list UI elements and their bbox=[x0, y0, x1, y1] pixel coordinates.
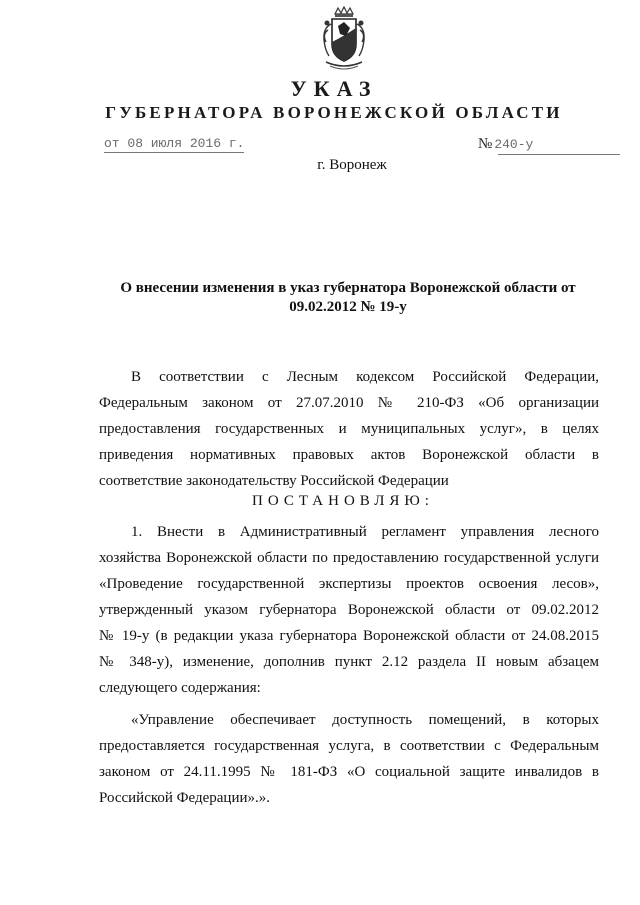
text-line: «Проведение государственной экспертизы проектов освоения лесов», bbox=[99, 576, 599, 592]
text-line: Федеральным законом от 27.07.2010 № 210-ФЗ «Об организации bbox=[99, 395, 599, 411]
text-line: предоставления государственных и муниципальных услуг», в целях bbox=[99, 421, 599, 437]
decree-date bbox=[104, 136, 244, 151]
heading-line: О внесении изменения в указ губернатора Воронежской области от bbox=[120, 280, 576, 296]
decree-title: УКАЗ bbox=[290, 76, 378, 101]
text-line: приведения нормативных правовых актов Воронежской области в bbox=[99, 447, 599, 463]
decree-number-label: № bbox=[478, 136, 493, 152]
preamble-paragraph bbox=[99, 364, 599, 494]
text-line: Российской Федерации».». bbox=[99, 790, 271, 806]
text-line: «Управление обеспечивает доступность помещений, в которых bbox=[131, 712, 599, 728]
issuer-title: ГУБЕРНАТОРА ВОРОНЕЖСКОЙ ОБЛАСТИ bbox=[105, 103, 563, 122]
decree-date-text: от 08 июля 2016 г. bbox=[104, 136, 245, 151]
text-line: утвержденный указом губернатора Воронежской области от 09.02.2012 bbox=[99, 602, 599, 618]
text-line: № 348-у), изменение, дополнив пункт 2.12 раздела II новым абзацем bbox=[99, 654, 599, 670]
decree-subject-heading bbox=[108, 279, 588, 317]
city-name: г. Воронеж bbox=[317, 157, 387, 173]
text-line: соответствие законодательству Российской Федерации bbox=[99, 473, 449, 489]
number-underline bbox=[498, 154, 620, 155]
text-line: 1. Внести в Административный регламент управления лесного bbox=[131, 524, 599, 540]
resolve-word: ПОСТАНОВЛЯЮ: bbox=[252, 493, 434, 509]
decree-number-value: 240-у bbox=[494, 137, 534, 152]
text-line: следующего содержания: bbox=[99, 680, 261, 696]
text-line: предоставляется государственная услуга, в соответствии с Федеральным bbox=[99, 738, 599, 754]
clause-1-paragraph bbox=[99, 519, 599, 701]
text-line: хозяйства Воронежской области по предоставлению государственной услуги bbox=[99, 550, 599, 566]
coat-of-arms-emblem bbox=[318, 6, 370, 72]
text-line: № 19-у (в редакции указа губернатора Воронежской области от 24.08.2015 bbox=[99, 628, 599, 644]
decree-number bbox=[478, 136, 533, 153]
heading-line: 09.02.2012 № 19-у bbox=[289, 299, 407, 315]
text-line: законом от 24.11.1995 № 181-ФЗ «О социальной защите инвалидов в bbox=[99, 764, 599, 780]
date-underline bbox=[104, 152, 244, 153]
quoted-addition-paragraph bbox=[99, 707, 599, 811]
text-line: В соответствии с Лесным кодексом Российской Федерации, bbox=[131, 369, 599, 385]
